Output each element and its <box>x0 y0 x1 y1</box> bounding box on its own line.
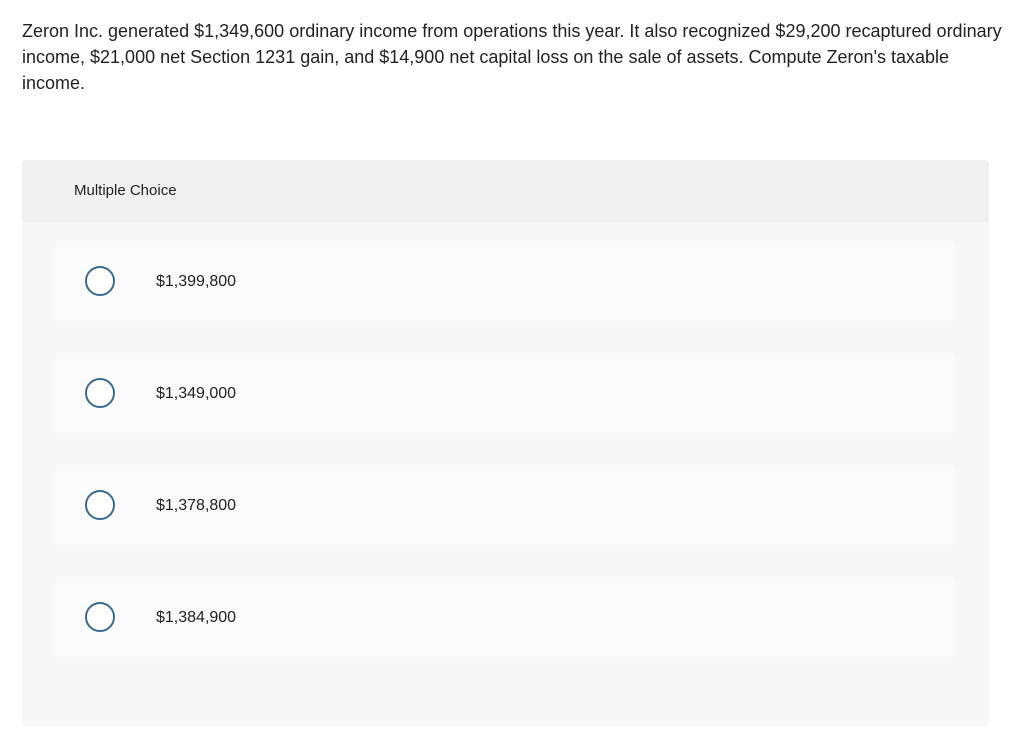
radio-button-icon[interactable] <box>85 490 115 520</box>
multiple-choice-panel <box>22 160 989 726</box>
answer-option-label: $1,349,000 <box>156 385 237 402</box>
answer-option-label: $1,399,800 <box>156 273 237 290</box>
answer-option-label: $1,378,800 <box>156 497 237 514</box>
radio-button-icon[interactable] <box>85 266 115 296</box>
radio-button-icon[interactable] <box>85 602 115 632</box>
answer-option-1[interactable] <box>55 242 955 322</box>
radio-button-icon[interactable] <box>85 378 115 408</box>
multiple-choice-title: Multiple Choice <box>74 182 177 199</box>
answer-option-label: $1,384,900 <box>156 609 237 626</box>
answer-option-3[interactable] <box>55 466 955 546</box>
multiple-choice-header <box>22 160 989 222</box>
answer-option-4[interactable] <box>55 578 955 658</box>
question-text: Zeron Inc. generated $1,349,600 ordinary income from operations this year. It also recognized $29,200 recaptured ordinary income, $21,000 net Section 1231 gain, and $14,900 net capital loss on the sale of assets. Compute Zeron's taxable income. <box>22 21 1002 93</box>
answer-options <box>55 242 955 690</box>
answer-option-2[interactable] <box>55 354 955 434</box>
